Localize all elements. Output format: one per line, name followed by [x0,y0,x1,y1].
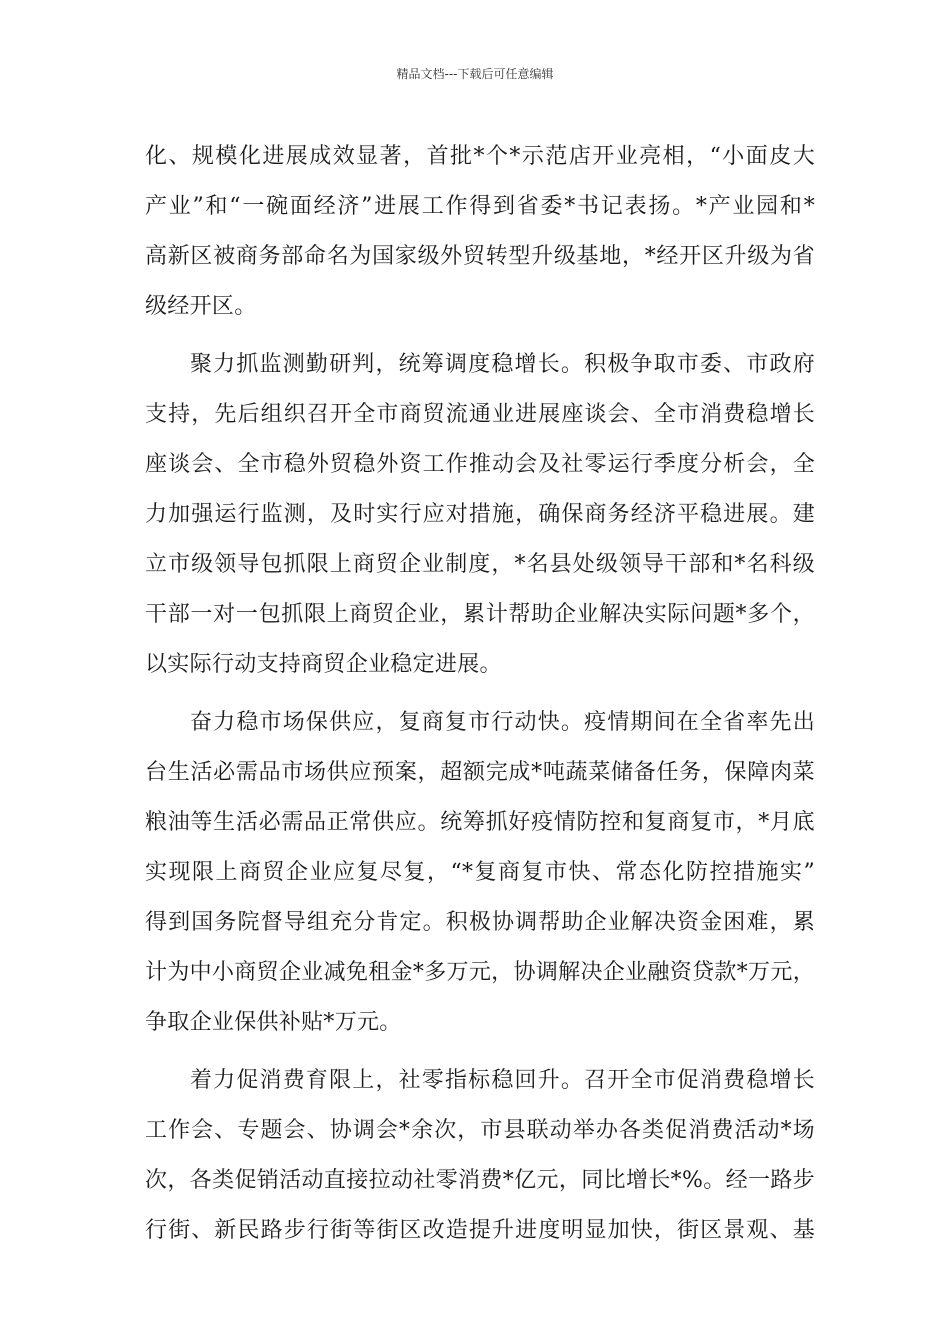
text-line: 得到国务院督导组充分肯定。积极协调帮助企业解决资金困难，累 [145,910,815,935]
paragraph-1 [145,132,815,332]
text-line: 产业”和“一碗面经济”进展工作得到省委*书记表扬。*产业园和* [145,194,815,219]
document-body [145,132,815,1256]
text-line: 支持，先后组织召开全市商贸流通业进展座谈会、全市消费稳增长 [145,402,815,427]
text-line: 干部一对一包抓限上商贸企业，累计帮助企业解决实际问题*多个， [145,602,815,627]
text-line: 计为中小商贸企业减免租金*多万元，协调解决企业融资贷款*万元， [145,960,815,985]
text-line: 以实际行动支持商贸企业稳定进展。 [145,652,502,677]
text-line: 工作会、专题会、协调会*余次，市县联动举办各类促消费活动*场 [145,1118,815,1143]
text-line: 级经开区。 [145,294,257,319]
paragraph-2 [145,340,815,690]
text-line: 座谈会、全市稳外贸稳外资工作推动会及社零运行季度分析会，全 [145,452,815,477]
text-line: 奋力稳市场保供应，复商复市行动快。疫情期间在全省率先出 [190,710,815,735]
text-line: 台生活必需品市场供应预案，超额完成*吨蔬菜储备任务，保障肉菜 [145,760,815,785]
text-line: 聚力抓监测勤研判，统筹调度稳增长。积极争取市委、市政府 [190,352,815,377]
text-line: 着力促消费育限上，社零指标稳回升。召开全市促消费稳增长 [190,1068,815,1093]
text-line: 实现限上商贸企业应复尽复，“*复商复市快、常态化防控措施实” [145,860,815,885]
text-line: 行街、新民路步行街等街区改造提升进度明显加快，街区景观、基 [145,1218,815,1243]
text-line: 化、规模化进展成效显著，首批*个*示范店开业亮相，“小面皮大 [145,144,815,169]
text-line: 粮油等生活必需品正常供应。统筹抓好疫情防控和复商复市，*月底 [145,810,815,835]
text-line: 争取企业保供补贴*万元。 [145,1010,402,1035]
page-header: 精品文档---下载后可任意编辑 [396,67,554,81]
paragraph-4 [145,1056,815,1256]
text-line: 力加强运行监测，及时实行应对措施，确保商务经济平稳进展。建 [145,502,815,527]
text-line: 高新区被商务部命名为国家级外贸转型升级基地，*经开区升级为省 [145,244,815,269]
text-line: 立市级领导包抓限上商贸企业制度，*名县处级领导干部和*名科级 [145,552,815,577]
paragraph-3 [145,698,815,1048]
text-line: 次，各类促销活动直接拉动社零消费*亿元，同比增长*%。经一路步 [145,1168,815,1193]
